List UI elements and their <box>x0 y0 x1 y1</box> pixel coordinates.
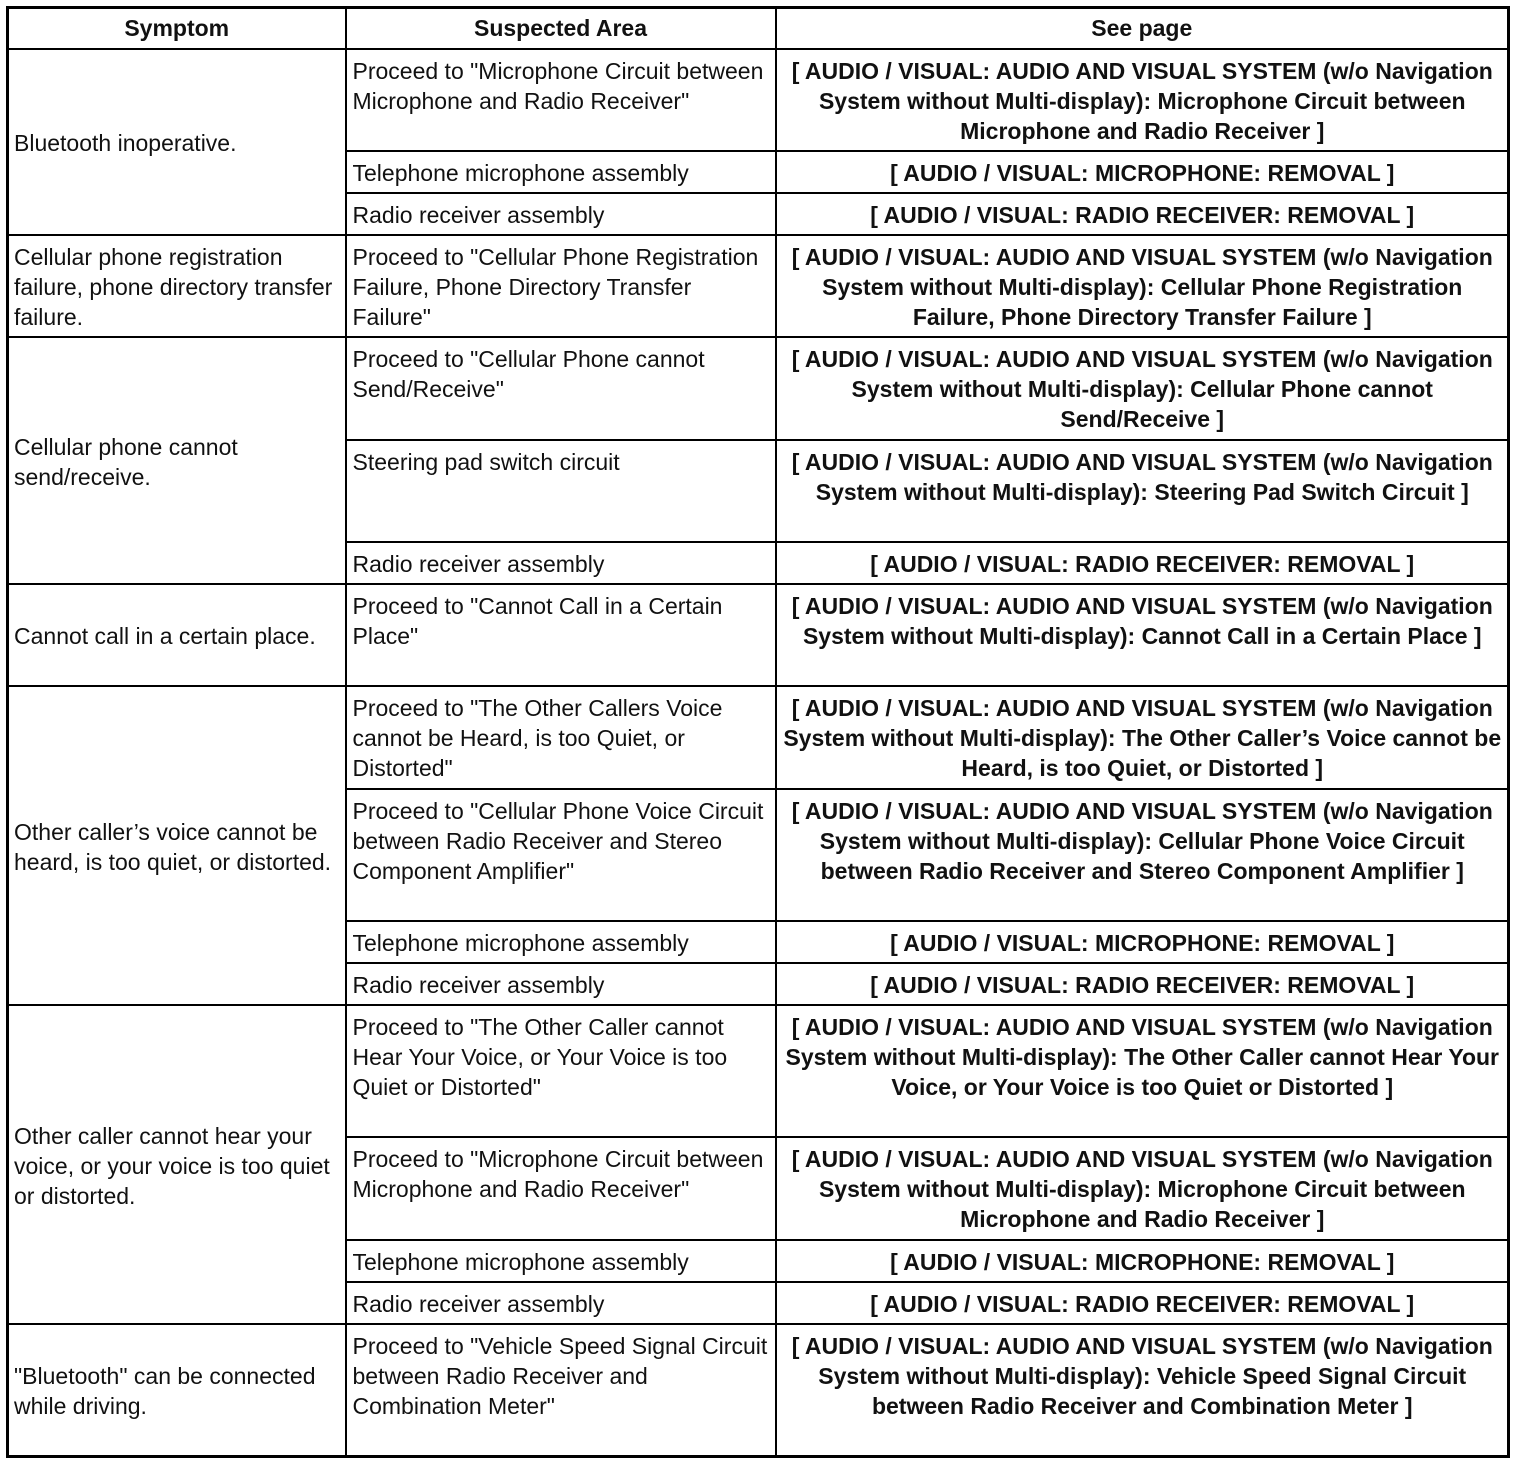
see-page-link[interactable]: [ AUDIO / VISUAL: AUDIO AND VISUAL SYSTEM (w/o Navigation System without Multi-display): Cellular Phone cannot Send/Receive ] <box>776 337 1509 439</box>
suspected-area-cell: Radio receiver assembly <box>346 1282 776 1324</box>
suspected-area-cell: Proceed to "Cellular Phone cannot Send/Receive" <box>346 337 776 439</box>
header-suspected-area: Suspected Area <box>346 8 776 49</box>
suspected-area-cell: Steering pad switch circuit <box>346 440 776 542</box>
see-page-link[interactable]: [ AUDIO / VISUAL: AUDIO AND VISUAL SYSTEM (w/o Navigation System without Multi-display): Microphone Circuit between Microphone and Radio Receiver ] <box>776 49 1509 151</box>
suspected-area-cell: Radio receiver assembly <box>346 963 776 1005</box>
see-page-link[interactable]: [ AUDIO / VISUAL: AUDIO AND VISUAL SYSTEM (w/o Navigation System without Multi-display): Steering Pad Switch Circuit ] <box>776 440 1509 542</box>
header-symptom: Symptom <box>8 8 346 49</box>
see-page-link[interactable]: [ AUDIO / VISUAL: AUDIO AND VISUAL SYSTEM (w/o Navigation System without Multi-display): The Other Caller cannot Hear Your Voice, or Your Voice is too Quiet or Distorted ] <box>776 1005 1509 1137</box>
suspected-area-cell: Proceed to "Cellular Phone Voice Circuit between Radio Receiver and Stereo Component Amplifier" <box>346 789 776 921</box>
suspected-area-cell: Telephone microphone assembly <box>346 151 776 193</box>
symptom-cell: Bluetooth inoperative. <box>8 49 346 236</box>
see-page-link[interactable]: [ AUDIO / VISUAL: MICROPHONE: REMOVAL ] <box>776 921 1509 963</box>
suspected-area-cell: Proceed to "Vehicle Speed Signal Circuit between Radio Receiver and Combination Meter" <box>346 1324 776 1457</box>
symptom-cell: Other caller cannot hear your voice, or your voice is too quiet or distorted. <box>8 1005 346 1324</box>
symptom-table <box>6 6 1510 1458</box>
header-row <box>8 8 1509 49</box>
see-page-link[interactable]: [ AUDIO / VISUAL: AUDIO AND VISUAL SYSTEM (w/o Navigation System without Multi-display): Microphone Circuit between Microphone and Radio Receiver ] <box>776 1137 1509 1239</box>
see-page-link[interactable]: [ AUDIO / VISUAL: AUDIO AND VISUAL SYSTEM (w/o Navigation System without Multi-display): Cannot Call in a Certain Place ] <box>776 584 1509 686</box>
suspected-area-cell: Proceed to "The Other Callers Voice cannot be Heard, is too Quiet, or Distorted" <box>346 686 776 788</box>
see-page-link[interactable]: [ AUDIO / VISUAL: MICROPHONE: REMOVAL ] <box>776 1240 1509 1282</box>
see-page-link[interactable]: [ AUDIO / VISUAL: AUDIO AND VISUAL SYSTEM (w/o Navigation System without Multi-display): Vehicle Speed Signal Circuit between Radio Receiver and Combination Meter ] <box>776 1324 1509 1457</box>
see-page-link[interactable]: [ AUDIO / VISUAL: AUDIO AND VISUAL SYSTEM (w/o Navigation System without Multi-display): Cellular Phone Voice Circuit between Radio Receiver and Stereo Component Amplifier ] <box>776 789 1509 921</box>
symptom-cell: Cannot call in a certain place. <box>8 584 346 686</box>
suspected-area-cell: Proceed to "Cannot Call in a Certain Place" <box>346 584 776 686</box>
suspected-area-cell: Proceed to "Microphone Circuit between Microphone and Radio Receiver" <box>346 49 776 151</box>
suspected-area-cell: Telephone microphone assembly <box>346 921 776 963</box>
see-page-link[interactable]: [ AUDIO / VISUAL: RADIO RECEIVER: REMOVAL ] <box>776 1282 1509 1324</box>
suspected-area-cell: Proceed to "Cellular Phone Registration Failure, Phone Directory Transfer Failure" <box>346 235 776 337</box>
table-row <box>8 1005 1509 1137</box>
suspected-area-cell: Telephone microphone assembly <box>346 1240 776 1282</box>
header-see-page: See page <box>776 8 1509 49</box>
suspected-area-cell: Proceed to "Microphone Circuit between Microphone and Radio Receiver" <box>346 1137 776 1239</box>
suspected-area-cell: Radio receiver assembly <box>346 193 776 235</box>
table-row <box>8 584 1509 686</box>
symptom-cell: Other caller’s voice cannot be heard, is too quiet, or distorted. <box>8 686 346 1005</box>
table-row <box>8 235 1509 337</box>
see-page-link[interactable]: [ AUDIO / VISUAL: AUDIO AND VISUAL SYSTEM (w/o Navigation System without Multi-display): Cellular Phone Registration Failure, Phone Directory Transfer Failure ] <box>776 235 1509 337</box>
see-page-link[interactable]: [ AUDIO / VISUAL: RADIO RECEIVER: REMOVAL ] <box>776 193 1509 235</box>
symptom-cell: Cellular phone registration failure, phone directory transfer failure. <box>8 235 346 337</box>
suspected-area-cell: Radio receiver assembly <box>346 542 776 584</box>
table-row <box>8 337 1509 439</box>
see-page-link[interactable]: [ AUDIO / VISUAL: RADIO RECEIVER: REMOVAL ] <box>776 963 1509 1005</box>
symptom-cell: Cellular phone cannot send/receive. <box>8 337 346 584</box>
table-row <box>8 1324 1509 1457</box>
see-page-link[interactable]: [ AUDIO / VISUAL: AUDIO AND VISUAL SYSTEM (w/o Navigation System without Multi-display): The Other Caller’s Voice cannot be Heard, is too Quiet, or Distorted ] <box>776 686 1509 788</box>
symptom-cell: "Bluetooth" can be connected while driving. <box>8 1324 346 1457</box>
see-page-link[interactable]: [ AUDIO / VISUAL: RADIO RECEIVER: REMOVAL ] <box>776 542 1509 584</box>
see-page-link[interactable]: [ AUDIO / VISUAL: MICROPHONE: REMOVAL ] <box>776 151 1509 193</box>
table-row <box>8 686 1509 788</box>
suspected-area-cell: Proceed to "The Other Caller cannot Hear Your Voice, or Your Voice is too Quiet or Distorted" <box>346 1005 776 1137</box>
table-row <box>8 49 1509 151</box>
